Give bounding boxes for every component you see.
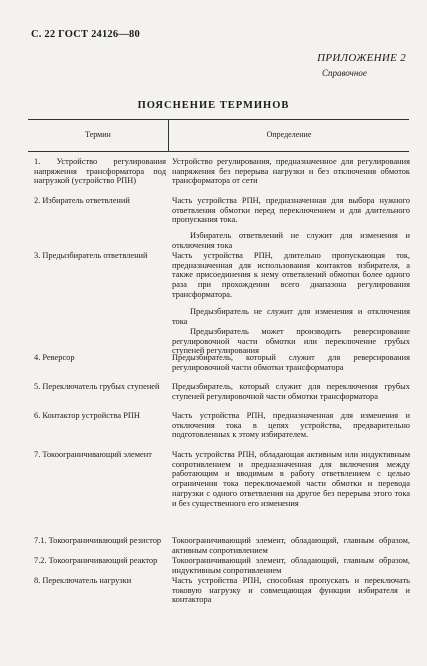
section-title: ПОЯСНЕНИЕ ТЕРМИНОВ [137, 100, 290, 111]
definition-3-note-2: Предызбиратель может производить реверсирование регулировочной части обмотки или переключение грубых ступеней регулирования [172, 327, 410, 356]
term-3: 3. Предызбиратель ответвлений [34, 251, 148, 260]
term-8: 8. Переключатель нагрузки [34, 576, 132, 585]
definition-7-2: Токоограничивающий элемент, обладающий, главным образом, индуктивным сопротивлением [172, 556, 410, 575]
definition-7-1: Токоограничивающий элемент, обладающий, главным образом, активным сопротивлением [172, 536, 410, 555]
column-header-term: Термин [85, 130, 111, 139]
definition-4: Предызбиратель, который служит для реверсирования регулировочной части обмотки трансформатора [172, 353, 410, 372]
term-5: 5. Переключатель грубых ступеней [34, 382, 160, 391]
table-header-rule [28, 151, 409, 152]
definition-2-note: Избиратель ответвлений не служит для изменения и отключения тока [172, 231, 410, 250]
appendix-title: ПРИЛОЖЕНИЕ 2 [317, 52, 406, 64]
column-header-definition: Определение [266, 130, 312, 139]
definition-6: Часть устройства РПН, предназначенная для изменения и отключения тока в цепях устройства, предварительно подготовленных к этому избирателем. [172, 411, 410, 440]
term-1: 1. Устройство регулирования напряжения трансформатора под нагрузкой (устройство РПН) [34, 157, 166, 186]
definition-2: Часть устройства РПН, предназначенная для выбора нужного ответвления обмотки перед переключением и для длительного пропускания тока. [172, 196, 410, 225]
appendix-subtitle: Справочное [322, 68, 367, 78]
definition-3: Часть устройства РПН, длительно пропускающая ток, предназначенная для использования контактов избирателя, а также присоединения к нему ответвлений обмотки более одного раза при прохождении всего диапазона регулирования трансформатора. [172, 251, 410, 299]
table-top-rule [28, 119, 409, 120]
term-7: 7. Токоограничивающий элемент [34, 450, 152, 459]
term-2: 2. Избиратель ответвлений [34, 196, 130, 205]
definition-3-note: Предызбиратель не служит для изменения и отключения тока [172, 307, 410, 326]
term-7-1: 7.1. Токоограничивающий резистор [34, 536, 162, 545]
definition-1: Устройство регулирования, предназначенное для регулирования напряжения без перерыва нагрузки и без отключения обмоток трансформатора от сети [172, 157, 410, 186]
term-4: 4. Реверсор [34, 353, 75, 362]
definition-5: Предызбиратель, который служит для переключения грубых ступеней регулировочной части обмотки трансформатора [172, 382, 410, 401]
definition-8: Часть устройства РПН, способная пропускать и переключать токовую нагрузку и совмещающая функции избирателя и контактора [172, 576, 410, 605]
term-6: 6. Контактор устройства РПН [34, 411, 140, 420]
definition-7: Часть устройства РПН, обладающая активным или индуктивным сопротивлением и предназначенная для включения между работающим и вводимым в работу ответвлением с целью ограничения тока переключаемой части обмотки и перевода нагрузки с одного ответвления на другое без перерыва этого тока и без существенного его изменения [172, 450, 410, 508]
table-column-separator [168, 119, 169, 151]
term-7-2: 7.2. Токоограничивающий реактор [34, 556, 158, 565]
page-header: С. 22 ГОСТ 24126—80 [31, 29, 140, 40]
